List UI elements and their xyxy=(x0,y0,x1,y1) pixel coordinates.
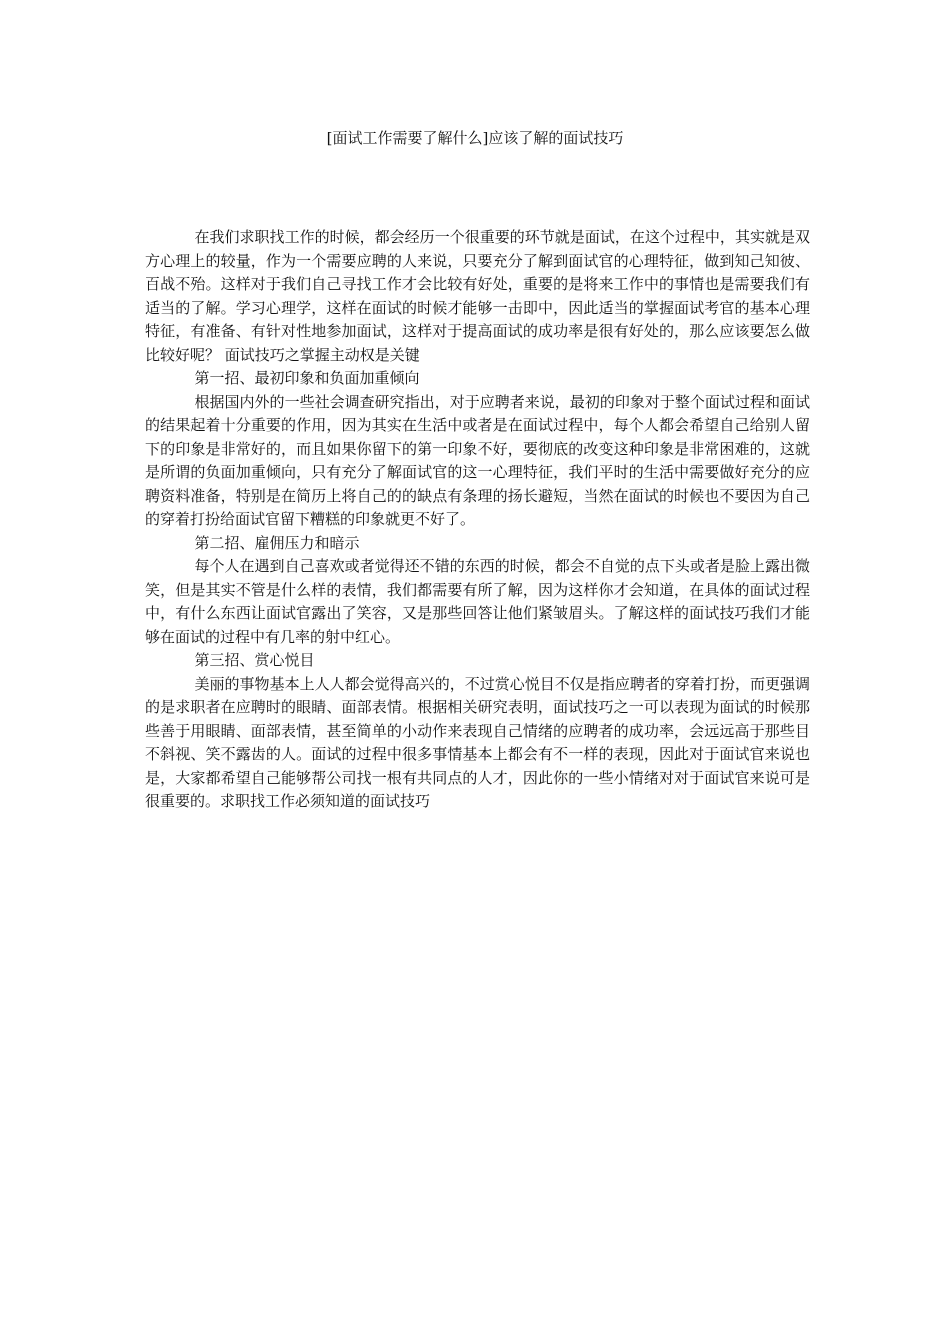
second-move-paragraph: 每个人在遇到自己喜欢或者觉得还不错的东西的时候，都会不自觉的点下头或者是脸上露出微笑，但是其实不管是什么样的表情，我们都需要有所了解，因为这样你才会知道，在具体的面试过程中，有什么东西让面试官露出了笑容，又是那些回答让他们紧皱眉头。了解这样的面试技巧我们才能够在面试的过程中有几率的射中红心。 xyxy=(145,557,810,646)
section-heading-third-move: 第三招、赏心悦目 xyxy=(194,651,315,669)
section-heading-second-move: 第二招、雇佣压力和暗示 xyxy=(194,533,360,552)
document-body xyxy=(145,226,810,814)
first-move-paragraph: 根据国内外的一些社会调查研究指出，对于应聘者来说，最初的印象对于整个面试过程和面试的结果起着十分重要的作用，因为其实在生活中或者是在面试过程中，每个人都会希望自己给别人留下的印象是非常好的，而且如果你留下的第一印象不好，要彻底的改变这种印象是非常困难的，这就是所谓的负面加重倾向，只有充分了解面试官的这一心理特征，我们平时的生活中需要做好充分的应聘资料准备，特别是在简历上将自己的的缺点有条理的扬长避短，当然在面试的时候也不要因为自己的穿着打扮给面试官留下糟糕的印象就更不好了。 xyxy=(145,392,810,528)
third-move-paragraph: 美丽的事物基本上人人都会觉得高兴的，不过赏心悦目不仅是指应聘者的穿着打扮，而更强调的是求职者在应聘时的眼睛、面部表情。根据相关研究表明，面试技巧之一可以表现为面试的时候那些善于用眼睛、面部表情，甚至简单的小动作来表现自己情绪的应聘者的成功率，会远远高于那些目不斜视、笑不露齿的人。面试的过程中很多事情基本上都会有不一样的表现，因此对于面试官来说也是，大家都希望自己能够帮公司找一根有共同点的人才，因此你的一些小情绪对对于面试官来说可是很重要的。求职找工作必须知道的面试技巧 xyxy=(145,674,810,810)
section-heading-first-move: 第一招、最初印象和负面加重倾向 xyxy=(194,369,420,387)
intro-paragraph: 在我们求职找工作的时候，都会经历一个很重要的环节就是面试，在这个过程中，其实就是双方心理上的较量，作为一个需要应聘的人来说，只要充分了解到面试官的心理特征，做到知己知彼、百战不殆。这样对于我们自己寻找工作才会比较有好处，重要的是将来工作中的事情也是需要我们有适当的了解。学习心理学，这样在面试的时候才能够一击即中，因此适当的掌握面试考官的基本心理特征，有准备、有针对性地参加面试，这样对于提高面试的成功率是很有好处的，那么应该要怎么做比较好呢？ 面试技巧之掌握主动权是关键 xyxy=(145,228,810,364)
document-title: [面试工作需要了解什么]应该了解的面试技巧 xyxy=(326,129,624,147)
